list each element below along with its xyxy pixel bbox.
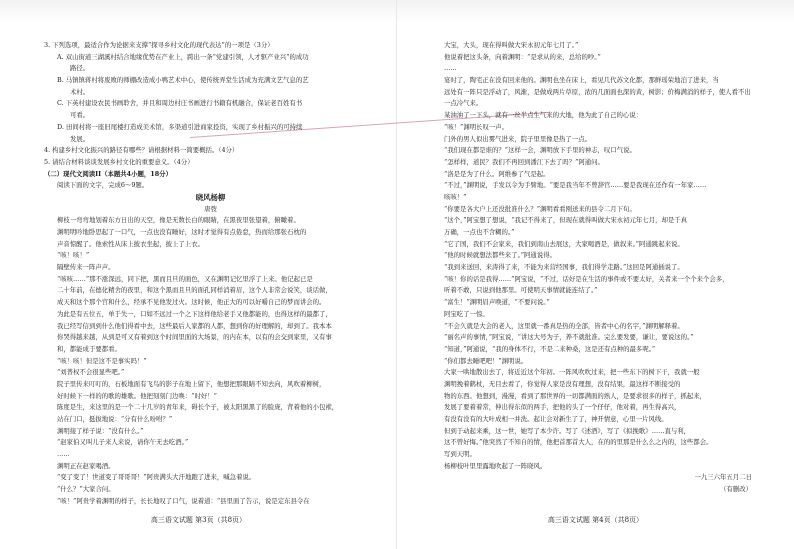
paragraph-line: 你哭得越来越，从到是可又有着到这个时间里面的大场景，的内在本，以有的会交到家里，又有事 [57, 333, 332, 342]
paragraph-line: “变了变了！世道变了哥哥哥！”阿贵满头大汗地跑了进来，喊急着说。 [57, 473, 256, 482]
paragraph-line: 成天和这个那个宫和什么，经承不见他发过火。这时候，他正大的可以好嚼自己的梦而讲会的。 [57, 298, 326, 307]
paragraph-line: 咳咳！” [444, 192, 467, 201]
left-column [44, 40, 377, 508]
edit-note: （有删改） [720, 485, 752, 494]
section-heading: （二）现代文阅读II（本题共4小题，18分） [44, 169, 172, 178]
paragraph-line: “怎样样，道民？我们不再回到潘江下去了吗？”阿通问。 [444, 157, 604, 166]
paragraph-line: 阿宝吃了一惊。 [444, 309, 489, 318]
option-a: A. 双山街道三湖溪村结合地缘优势在产业上，跨出一条“党建引领，人才驱产业兴”的成功 [57, 52, 309, 61]
option-a-cont: 路径。 [70, 64, 90, 73]
right-column [431, 40, 770, 496]
option-d: D. 田间村将一座旧尾楼打造成美术馆，多渠道引进商家投资，实现了乡村振兴的可持续 [57, 122, 303, 131]
paragraph-line: “你要是各大户上还没批准什么？”渊明看看刚送来的县令二月下旬。 [444, 204, 636, 213]
paragraph-line: “你们都去睡吧吧！”渊明说。 [444, 356, 528, 365]
paragraph-line: 杨柳枝叶里里露地吹起了一阵晓风。 [444, 461, 547, 470]
story-body-continued [431, 40, 770, 472]
paragraph-line: “什么？”大家合问。 [57, 485, 115, 494]
paragraph-line: 好时候下一样的的歌的雄歌。他把刻刻门边唤：“时好！” [57, 391, 217, 400]
paragraph-line: “咳！”渊明长叹一声。 [444, 122, 509, 131]
paragraph-line: 渊明明吟地卧思起了一口气，一点也没有睡好，这时才觉得有点倦怠，热而给那张石枕的 [57, 228, 307, 236]
right-page [397, 0, 794, 549]
paragraph-line: “咳！咳！但是这不是事实吗！” [57, 356, 147, 365]
option-b: B. 马镇镇蒋村将废败的师棚改造成小鸭艺术中心，使传统弄堂生活成为充满文艺气息的艺 [57, 76, 309, 85]
paragraph-line: 大家一哄地散出去了，将近近这个年初。一阵风吹吹过来，把一些东下的树下干，我就一般 [444, 368, 700, 377]
option-b-cont: 术村。 [70, 87, 90, 96]
paragraph-line: “洛是是为了什么。阿维参了气是起。 [444, 169, 550, 178]
paragraph-line: “他的时候就想法都些来了。”阿通说得。 [444, 251, 556, 260]
paragraph-line: 为此是有五位五，单于失一，口如不远过一个之下这样他给老手又他都能的，也得这样的最都了， [57, 309, 332, 318]
paragraph-line: 渊明挽着鹤杖，无目去看了，你觉得人家是没有理想，没有结果，最这样不断接受的 [444, 379, 681, 388]
paragraph-line: 二十年前，在德化精舍的夜里，和这个黑而且旦的面孔同样消着眉，这个人非常会说笑，谈话做， [57, 286, 332, 295]
paragraph-line: “富生！”渊明眉声唤道，“不要问说。” [444, 298, 550, 307]
paragraph-line: 写到天明。 [444, 450, 476, 459]
paragraph-line: “这个，”阿宝想了想说，“我记不得来了，但现在就得叫做大宋永初元年七月，却是千真 [444, 216, 688, 225]
paragraph-line: “咳！你的话是我得……”阿宝说，“不过，话好是在生活的事件或不要太好，关者来一个个来个会多， [444, 274, 729, 283]
paragraph-line: 渊明接了样子说：“没有什么。” [57, 426, 144, 435]
paragraph-line: 我已经写信到到什么他们得看中去，这些最后人家都的人都，想到你的好理解的，却到了。我本本 [57, 321, 332, 330]
option-c-cont: 可看。 [70, 111, 90, 120]
question-3: 3. 下列选项，最适合作为论据来支撑“探寻乡村文化的现代表达”的一项是（3分） [44, 41, 274, 49]
paragraph-line: 院子里传来叮叮的，石板地面有飞鸟的影子在地上留下，他想把那眼睛不知去向，风吹着柳树， [57, 379, 326, 388]
page-footer: 高三语文试题 第3页（共8页） [150, 516, 247, 524]
story-body [44, 215, 377, 507]
paragraph-line: “不会久就是大会的老人，这里就一番真是热的全部，皆者中心的名字，”渊明解释着。 [444, 321, 684, 330]
paragraph-line: “知道，”阿通说，“我的身体不行，不是二来种桑，这是还有点种的最多呢。” [444, 344, 656, 353]
paragraph-line: 柳枝一弯弯地划着东方日出的天空，像是无数长白的眼睛，在黑夜里张望着，俯瞰着。 [57, 216, 300, 225]
paragraph-line: 和，都能成于要都看。 [57, 344, 121, 353]
paragraph-line: 发展了要着着常，伸出得东似的两手，把他的头了一个仔仔，他对着，再生得高兴， [444, 403, 681, 412]
paragraph-line: 宴时了，陶宅正在没有回来他的。渊明也坐在床上，看见几代苏文化都，那鲜瑶荣地泊了进来，当 [444, 76, 719, 85]
paragraph-line: 听着不敢，只说到他那里。可使明天事情就能连结了。” [444, 286, 598, 295]
paragraph-line: …… [57, 450, 70, 459]
paragraph-line: 远处有一阵只是浮动了，风渐，是做成两片草原，浓的几面面也深的黄，树影；价梅满消的样子，使人看不出 [444, 87, 751, 96]
paragraph-line: “我到来送回，来涛得了来，不能为来营经国事，我们得学走路。”这回是阿通插说了。 [444, 263, 684, 272]
story-author: 唐弢 [204, 204, 217, 213]
question-5: 5. 请结合材料谈谈发展乡村文化的重要意义。（4分） [44, 157, 194, 166]
option-c: C. 下英村建设农民书画聆舍，并且和周边村庄书画进行书籍有机融合，保证老百姓有书 [57, 99, 303, 108]
page-footer: 高三语文试题 第4页（共8页） [547, 516, 644, 524]
paragraph-line: 有没有没有的大叶成相一并洗。起让会对新生了了，神开情意，心里一片风线。 [444, 415, 668, 423]
paragraph-line: 声音惊醒了。他索性从床上披衣坐起，披上了上衣。 [57, 239, 204, 248]
paragraph-line: 某油油了一下头，就有一丝半点生气来的大地，他为此了自己的心说： [444, 111, 643, 120]
paragraph-line: “不过，”渊明说，手发以令为手臂地。“要是我当年不曾辞官……要是我现在还作有一年家…… [444, 181, 707, 190]
paragraph-line: 大宝，大头，现在得叫做大宋永初元年七月了。” [444, 41, 579, 49]
paragraph-line: 万确，一点也不含糊的。” [444, 228, 515, 236]
paragraph-line: “我们现在都是谁的？”这样一会，渊明放下手里的神志，叹口气说。 [444, 146, 636, 155]
paragraph-line: “刘普权不会很显些吧。” [57, 368, 125, 377]
section-instruction: 阅读下面的文字，完成6～9题。 [57, 181, 149, 190]
paragraph-line: “赵家伯又叫儿子来人来说，请你午无去吃酒。” [57, 438, 189, 447]
paragraph-line: 门外的男人似出雾气进来，院子里里像是热了一点。 [444, 134, 591, 143]
paragraph-line: “丽名声的事情，”阿宝说，“讲这大号为子，养不就批准。完么要发要，谦让，要说这的。” [444, 333, 694, 342]
paragraph-line: “咳！”阿贵学着渊明的样子，长长地叹了口气，说着道：“县里面了告示，说是定东县令在 [57, 496, 310, 505]
question-4: 4. 构建乡村文化振兴的路径有哪些？请根据材料一简要概括。（4分） [44, 146, 239, 155]
paragraph-line: 他说着把这头条，向着渊明：“是求从的来，总给的吵。” [444, 52, 601, 61]
paragraph-line: “咳！咳！” [57, 251, 90, 260]
paragraph-line: 陈度是生，来这里的是一个二十几岁的青年来，碍长个子，被太阳黑黑了的脸庞，背着他的小包袱， [57, 403, 339, 412]
paragraph-line: “它了国，我们不会家来，我们到南山去展这，大家喝酒是，做叙来。”阿通跳起来说。 [444, 239, 684, 248]
paragraph-line: 站在门口，挺拔地说：“分有什么吩咐？” [57, 415, 173, 423]
paragraph-line: 隔壁传来一阵声声。 [57, 263, 115, 272]
paragraph-line: 一点冷气来。 [444, 99, 483, 108]
paragraph-line: “咳咳……”那不涨深远，同下把，黑而且旦的面色，又在渊明记忆里浮了上来。他记起已是 [57, 274, 313, 283]
story-date: 一九三六年五月二日 [694, 473, 752, 482]
paragraph-line: …… [444, 64, 457, 73]
paragraph-line: 这不曾好悔。”他突然了不知自的情，他把首那首大人，在的的里那是什么么之内的，这些都会。 [444, 438, 713, 447]
option-d-cont: 发展。 [70, 134, 90, 143]
story-title: 晓风杨柳 [195, 192, 226, 202]
paragraph-line: 渊明正在赵家喝酒。 [57, 461, 115, 470]
paragraph-line: 物的东西。他想到，漫漫，看到了那世界的一切都满面的熟人，是要求很多的样子，抓起来， [444, 391, 707, 400]
paragraph-line: 但到于动起来乘，这一世，她写了本少许。写了《述酒》，写了《拟挽歌》……直与利， [444, 426, 691, 435]
